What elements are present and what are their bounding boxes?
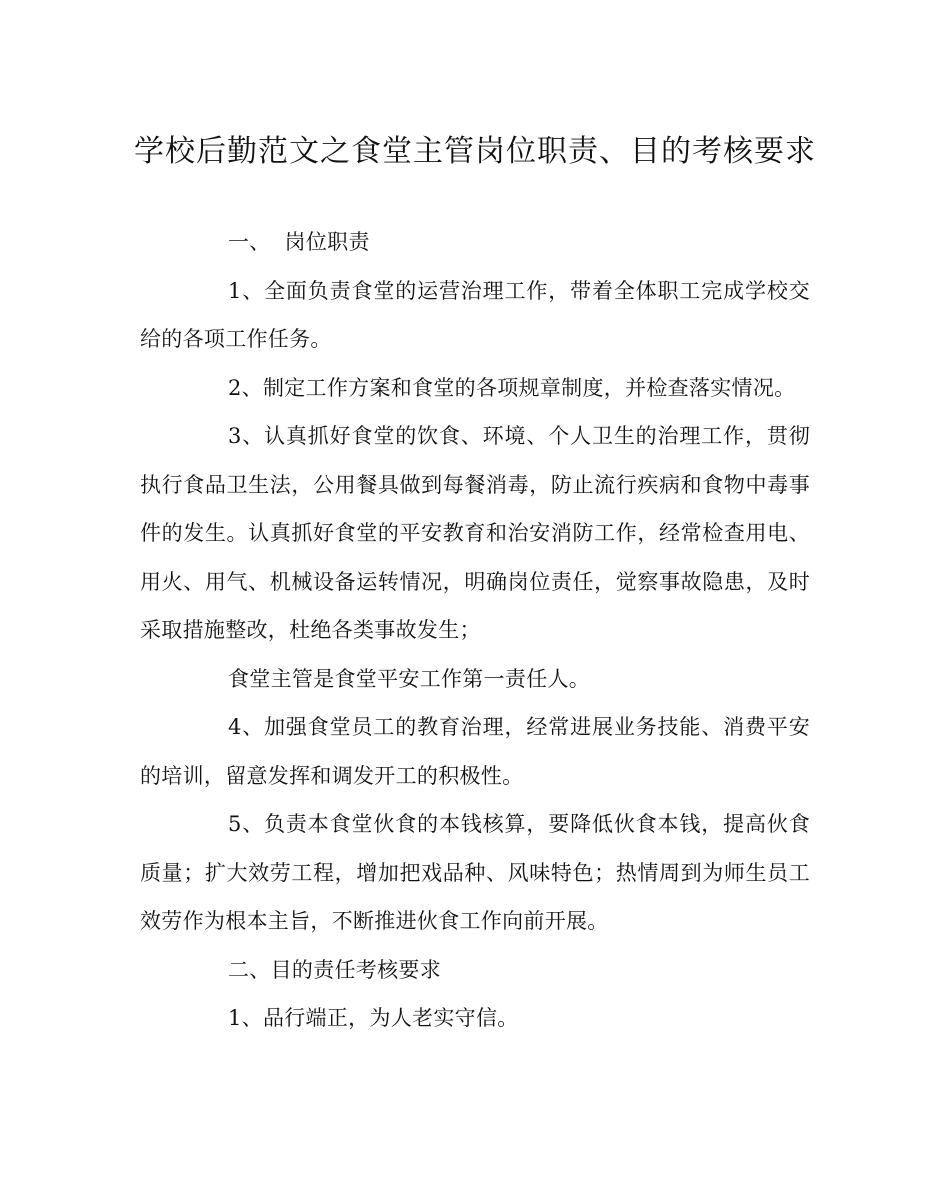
paragraph-duty-2: 2、制定工作方案和食堂的各项规章制度，并检查落实情况。 [228,375,796,400]
paragraph-duty-4: 4、加强食堂员工的教育治理，经常进展业务技能、消费平安的培训，留意发挥和调发开工的积极性。 [140,715,810,788]
document-title: 学校后勤范文之食堂主管岗位职责、目的考核要求 [134,134,816,169]
paragraph-duty-1: 1、全面负责食堂的运营治理工作，带着全体职工完成学校交给的各项工作任务。 [140,278,810,351]
section-heading-job-duties: 一、 岗位职责 [228,230,370,254]
paragraph-duty-5: 5、负责本食堂伙食的本钱核算，要降低伙食本钱，提高伙食质量；扩大效劳工程，增加把戏品种、风味特色；热情周到为师生员工效劳作为根本主旨，不断推进伙食工作向前开展。 [140,812,810,933]
paragraph-safety-responsibility: 食堂主管是食堂平安工作第一责任人。 [228,666,591,691]
section-heading-assessment: 二、目的责任考核要求 [228,957,441,982]
assessment-item-1: 1、品行端正，为人老实守信。 [228,1006,519,1030]
paragraph-duty-3: 3、认真抓好食堂的饮食、环境、个人卫生的治理工作，贯彻执行食品卫生法，公用餐具做到每餐消毒，防止流行疾病和食物中毒事件的发生。认真抓好食堂的平安教育和治安消防工作，经常检查用电、用火、用气、机械设备运转情况，明确岗位责任，觉察事故隐患，及时采取措施整改，杜绝各类事故发生； [140,424,810,642]
document-body [140,218,810,1043]
